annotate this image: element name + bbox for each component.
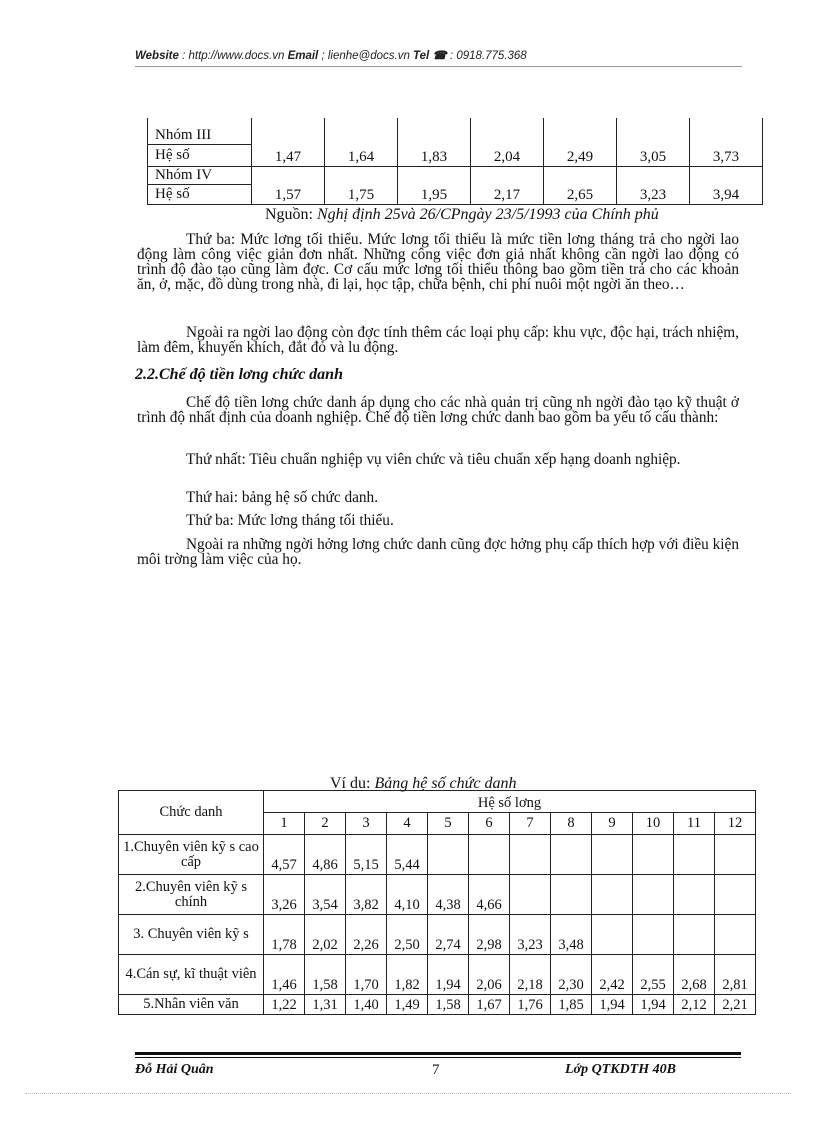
coef-cell [674, 835, 715, 875]
coef-cell: 1,67 [469, 995, 510, 1015]
coef-value: 1,57 [252, 184, 325, 204]
coef-cell: 2,42 [592, 955, 633, 995]
grade-header: 8 [551, 813, 592, 835]
website-label: Website [135, 50, 179, 62]
coef-cell: 4,86 [305, 835, 346, 875]
coef-cell: 2,50 [387, 915, 428, 955]
coef-cell [715, 915, 756, 955]
coef-value: 1,75 [325, 184, 398, 204]
footer-divider-thin [135, 1057, 741, 1058]
grade-header: 2 [305, 813, 346, 835]
coef-value: 3,73 [690, 144, 763, 166]
coef-cell: 5,15 [346, 835, 387, 875]
table-row [119, 875, 756, 915]
coef-value: 2,04 [471, 144, 544, 166]
tel-number: : 0918.775.368 [449, 50, 527, 62]
salary-group-table [147, 118, 763, 205]
coef-cell: 1,82 [387, 955, 428, 995]
coef-cell: 1,22 [264, 995, 305, 1015]
coef-value: 2,49 [544, 144, 617, 166]
coef-cell: 4,57 [264, 835, 305, 875]
header-divider [135, 66, 742, 67]
coef-value: 1,64 [325, 144, 398, 166]
coef-cell: 2,30 [551, 955, 592, 995]
coef-cell: 2,18 [510, 955, 551, 995]
table-row [148, 118, 763, 144]
footer-divider-thick [135, 1052, 741, 1055]
grade-header: 10 [633, 813, 674, 835]
page-bottom-divider [25, 1093, 791, 1094]
coef-cell: 2,74 [428, 915, 469, 955]
table-row [148, 166, 763, 184]
coef-cell: 1,94 [428, 955, 469, 995]
paragraph-title-wage: Chế độ tiền lơng chức danh áp dụng cho các nhà quản trị cũng nh ngời đào tạo kỹ thuật ở trình độ nhất định của doanh nghiệp. Chế độ tiền lơng chức danh bao gồm ba yếu tố cấu thành: [137, 394, 739, 426]
coef-cell: 1,70 [346, 955, 387, 995]
coef-cell: 4,38 [428, 875, 469, 915]
coef-cell [633, 835, 674, 875]
grade-header: 11 [674, 813, 715, 835]
coef-value: 3,94 [690, 184, 763, 204]
coef-cell [551, 835, 592, 875]
coef-cell: 2,55 [633, 955, 674, 995]
table-row [119, 955, 756, 995]
coef-cell [715, 875, 756, 915]
group-label: Nhóm IV [148, 166, 252, 184]
website-url[interactable]: : http://www.docs.vn [182, 50, 285, 62]
title-name: 4.Cán sự, kĩ thuật viên [119, 955, 264, 995]
grade-header: 6 [469, 813, 510, 835]
paragraph-extra: Ngoài ra những ngời hởng lơng chức danh cũng đợc hởng phụ cấp thích hợp với điều kiện môi trờng làm việc của họ. [137, 536, 739, 568]
coef-cell [510, 875, 551, 915]
coef-cell: 4,10 [387, 875, 428, 915]
coef-cell [715, 835, 756, 875]
grade-header: 5 [428, 813, 469, 835]
page-header [135, 48, 742, 62]
coef-cell: 3,26 [264, 875, 305, 915]
coef-value: 2,17 [471, 184, 544, 204]
paragraph-first: Thứ nhất: Tiêu chuẩn nghiệp vụ viên chức và tiêu chuẩn xếp hạng doanh nghiệp. [186, 451, 681, 468]
title-name: 1.Chuyên viên kỹ s cao cấp [119, 835, 264, 875]
title-name: 2.Chuyên viên kỹ s chính [119, 875, 264, 915]
coef-value: 1,83 [398, 144, 471, 166]
table-row [119, 915, 756, 955]
title-coefficient-table [118, 790, 756, 1015]
coef-cell: 1,94 [592, 995, 633, 1015]
source-label: Nguồn: [265, 206, 313, 223]
col-header-coefficient: Hệ số lơng [264, 791, 756, 813]
coef-cell: 1,76 [510, 995, 551, 1015]
coef-cell: 1,78 [264, 915, 305, 955]
coef-cell [428, 835, 469, 875]
coef-cell: 2,81 [715, 955, 756, 995]
coef-cell: 3,48 [551, 915, 592, 955]
email-label: Email [287, 50, 319, 62]
table-row [148, 144, 763, 166]
coef-value: 3,05 [617, 144, 690, 166]
coef-cell: 1,49 [387, 995, 428, 1015]
coef-cell: 1,58 [305, 955, 346, 995]
coef-value: 2,65 [544, 184, 617, 204]
coef-cell [469, 835, 510, 875]
coef-cell [633, 875, 674, 915]
email-address[interactable]: ; lienhe@docs.vn [321, 50, 410, 62]
coef-value: 1,95 [398, 184, 471, 204]
caption-label: Ví du: [330, 775, 371, 792]
coef-cell: 3,23 [510, 915, 551, 955]
paragraph-second: Thứ hai: bảng hệ số chức danh. [186, 489, 379, 506]
title-name: 5.Nhân viên văn [119, 995, 264, 1015]
footer-author: Đỗ Hải Quân [135, 1062, 214, 1077]
coef-cell: 2,98 [469, 915, 510, 955]
coef-cell: 2,68 [674, 955, 715, 995]
coef-cell [592, 915, 633, 955]
coef-cell: 2,21 [715, 995, 756, 1015]
table-header-row [119, 791, 756, 813]
coef-cell: 1,58 [428, 995, 469, 1015]
coef-cell: 1,31 [305, 995, 346, 1015]
coef-label: Hệ số [148, 144, 252, 166]
page-number: 7 [432, 1062, 440, 1078]
footer-class: Lớp QTKDTH 40B [565, 1062, 676, 1077]
grade-header: 4 [387, 813, 428, 835]
coef-cell: 1,85 [551, 995, 592, 1015]
coef-cell: 3,82 [346, 875, 387, 915]
col-header-title: Chức danh [119, 791, 264, 835]
coef-value: 3,23 [617, 184, 690, 204]
coef-cell [510, 835, 551, 875]
source-text: Nghị định 25và 26/CPngày 23/5/1993 của Chính phủ [317, 206, 659, 223]
coef-cell [674, 915, 715, 955]
grade-header: 7 [510, 813, 551, 835]
coef-cell: 2,12 [674, 995, 715, 1015]
grade-header: 12 [715, 813, 756, 835]
paragraph-min-wage: Thứ ba: Mức lơng tối thiểu. Mức lơng tối thiểu là mức tiền lơng tháng trả cho ngời lao động làm công việc giản đơn nhất. Những công việc đơn giả nhất không cần ngời lao động có trình độ đào tạo cũng làm đợc. Cơ cấu mức lơng tối thiểu thông bao gồm tiền trả cho các khoản ăn, ở, mặc, đồ dùng trong nhà, đi lại, học tập, chữa bệnh, chi phí nuôi một ngời ăn theo… [137, 231, 739, 293]
table-source [265, 206, 659, 224]
table-row [119, 835, 756, 875]
grade-header: 9 [592, 813, 633, 835]
section-title: 2.2.Chế độ tiền lơng chức danh [135, 366, 343, 383]
coef-cell [633, 915, 674, 955]
coef-cell: 1,46 [264, 955, 305, 995]
coef-value: 1,47 [252, 144, 325, 166]
coef-cell: 2,06 [469, 955, 510, 995]
coef-cell: 3,54 [305, 875, 346, 915]
coef-cell [592, 875, 633, 915]
coef-cell: 1,40 [346, 995, 387, 1015]
coef-cell [592, 835, 633, 875]
coef-cell [551, 875, 592, 915]
coef-cell [674, 875, 715, 915]
coef-cell: 4,66 [469, 875, 510, 915]
coef-cell: 2,26 [346, 915, 387, 955]
grade-header: 1 [264, 813, 305, 835]
caption-text: Bảng hệ số chức danh [374, 775, 517, 792]
paragraph-allowances: Ngoài ra ngời lao động còn đợc tính thêm các loại phụ cấp: khu vực, độc hại, trách nhiệm, làm đêm, khuyến khích, đắt đỏ và lu động. [137, 324, 739, 356]
table-row [148, 184, 763, 204]
coef-cell: 1,94 [633, 995, 674, 1015]
grade-header: 3 [346, 813, 387, 835]
coef-label: Hệ số [148, 184, 252, 204]
tel-label: Tel ☎ [413, 50, 447, 62]
coef-cell: 2,02 [305, 915, 346, 955]
coef-cell: 5,44 [387, 835, 428, 875]
title-name: 3. Chuyên viên kỹ s [119, 915, 264, 955]
group-label: Nhóm III [148, 118, 252, 144]
paragraph-third: Thứ ba: Mức lơng tháng tối thiểu. [186, 512, 394, 529]
table-row [119, 995, 756, 1015]
